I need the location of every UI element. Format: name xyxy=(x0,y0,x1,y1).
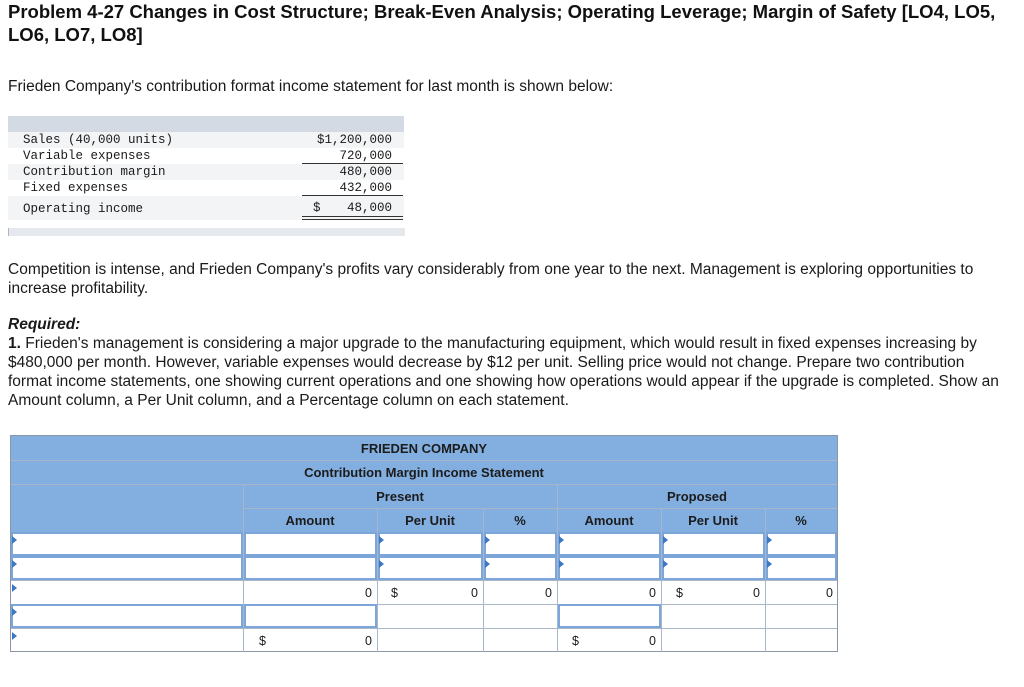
row1-label-input[interactable] xyxy=(11,532,243,556)
statement-footer-bar xyxy=(8,228,405,236)
input-marker-icon xyxy=(559,536,564,544)
input-marker-icon xyxy=(379,560,384,568)
present-percent-header: % xyxy=(514,513,526,528)
statement-double-underline xyxy=(302,219,403,220)
input-marker-icon xyxy=(379,536,384,544)
present-per-unit-header: Per Unit xyxy=(405,513,455,528)
present-amount-header: Amount xyxy=(285,513,335,528)
row4-present-amount-input[interactable] xyxy=(244,604,377,628)
statement-double-underline xyxy=(302,216,403,217)
statement-row-variable: Variable expenses 720,000 xyxy=(23,149,392,163)
proposed-amount-header: Amount xyxy=(584,513,634,528)
input-marker-icon xyxy=(485,536,490,544)
row5-proposed-amount-dollar: $ xyxy=(572,634,579,648)
statement-row-fixed: Fixed expenses 432,000 xyxy=(23,181,392,195)
statement-row-sales: Sales (40,000 units) $1,200,000 xyxy=(8,132,404,148)
row3-label-select[interactable] xyxy=(11,580,243,604)
row5-present-amount-dollar: $ xyxy=(259,634,266,648)
statement-row-contribution: Contribution margin 480,000 xyxy=(8,164,404,180)
problem-title: Problem 4-27 Changes in Cost Structure; Break-Even Analysis; Operating Leverage; Margin of Safety [LO4, LO5, LO6, LO7, LO8] xyxy=(8,1,996,45)
row1-proposed-per-unit-input[interactable] xyxy=(662,532,765,556)
row1-proposed-percent-input[interactable] xyxy=(766,532,837,556)
row1-present-per-unit-input[interactable] xyxy=(378,532,483,556)
row4-label-input[interactable] xyxy=(11,604,243,628)
row3-present-percent: 0 xyxy=(545,586,552,600)
proposed-per-unit-header: Per Unit xyxy=(688,513,738,528)
row2-present-per-unit-input[interactable] xyxy=(378,556,483,580)
input-marker-icon xyxy=(663,560,668,568)
row3-present-amount: 0 xyxy=(365,586,372,600)
statement-row-operating-income: Operating income $ 48,000 xyxy=(8,196,404,220)
row5-label-select[interactable] xyxy=(11,628,243,652)
dropdown-arrow-icon xyxy=(12,608,17,616)
row3-present-per-unit: 0 xyxy=(471,586,478,600)
statement-header-bar xyxy=(8,116,404,132)
intro-text: Frieden Company's contribution format income statement for last month is shown below: xyxy=(8,78,614,95)
answer-table xyxy=(10,435,838,652)
row3-proposed-amount: 0 xyxy=(649,586,656,600)
row3-proposed-per-unit-dollar: $ xyxy=(676,586,683,600)
dropdown-arrow-icon xyxy=(12,560,17,568)
row2-proposed-per-unit-input[interactable] xyxy=(662,556,765,580)
input-marker-icon xyxy=(767,560,772,568)
row2-present-percent-input[interactable] xyxy=(484,556,557,580)
proposed-header: Proposed xyxy=(667,489,727,504)
input-marker-icon xyxy=(767,536,772,544)
row1-proposed-amount-input[interactable] xyxy=(558,532,661,556)
row2-proposed-percent-input[interactable] xyxy=(766,556,837,580)
required-heading: Required: xyxy=(8,316,81,333)
row3-proposed-per-unit: 0 xyxy=(753,586,760,600)
input-marker-icon xyxy=(485,560,490,568)
row1-present-amount-input[interactable] xyxy=(244,532,377,556)
row2-proposed-amount-input[interactable] xyxy=(558,556,661,580)
input-marker-icon xyxy=(559,560,564,568)
row3-present-per-unit-dollar: $ xyxy=(391,586,398,600)
row5-present-amount: 0 xyxy=(365,634,372,648)
row5-proposed-amount: 0 xyxy=(649,634,656,648)
present-header: Present xyxy=(376,489,424,504)
row1-present-percent-input[interactable] xyxy=(484,532,557,556)
required-item-1: 1. Frieden's management is considering a major upgrade to the manufacturing equipment, which would result in fixed expenses increasing by $480,000 per month. However, variable expenses would decrease by $12 per unit. Selling price would not change. Prepare two contribution format income statements, one showing current operations and one showing how operations would appear if the upgrade is completed. Show an Amount column, a Per Unit column, and a Percentage column on each statement. xyxy=(8,335,999,409)
proposed-percent-header: % xyxy=(795,513,807,528)
row2-present-amount-input[interactable] xyxy=(244,556,377,580)
dropdown-arrow-icon xyxy=(12,536,17,544)
company-name: FRIEDEN COMPANY xyxy=(360,441,488,456)
row2-label-input[interactable] xyxy=(11,556,243,580)
competition-text: Competition is intense, and Frieden Company's profits vary considerably from one year to the next. Management is exploring opportunities to increase profitability. xyxy=(8,261,974,297)
row3-proposed-percent: 0 xyxy=(826,586,833,600)
input-marker-icon xyxy=(663,536,668,544)
statement-title: Contribution Margin Income Statement xyxy=(304,465,544,480)
row4-proposed-amount-input[interactable] xyxy=(558,604,661,628)
